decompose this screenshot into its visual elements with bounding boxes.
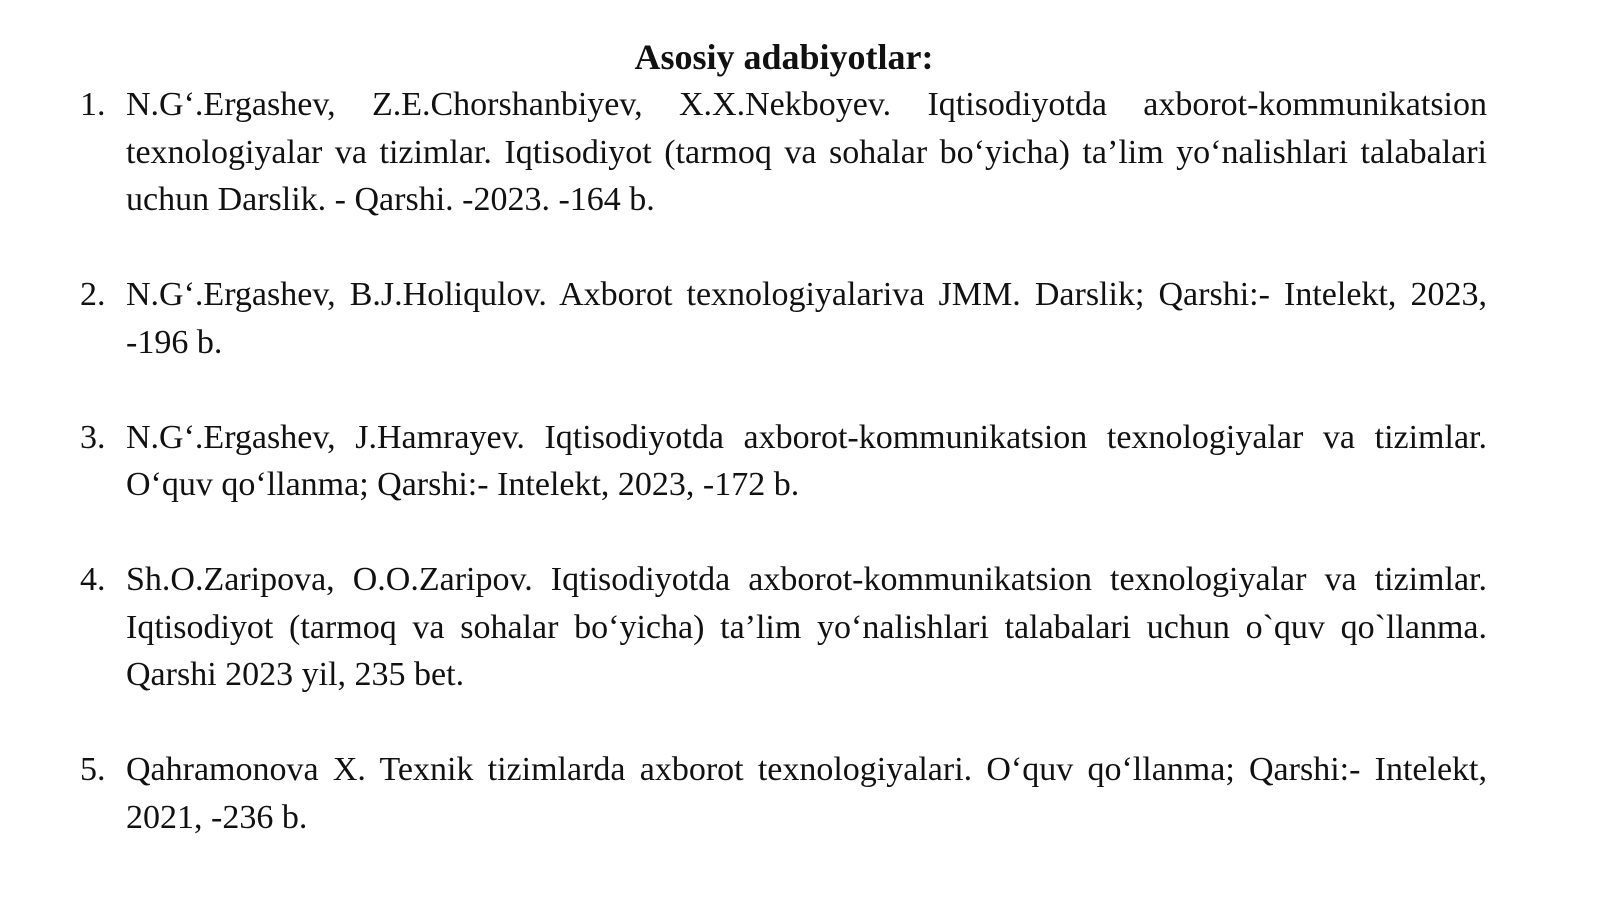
list-item-number: 5. (80, 751, 106, 788)
list-item (80, 271, 1487, 366)
list-item (80, 556, 1487, 699)
list-item (80, 414, 1487, 509)
list-item-text: N.G‘.Ergashev, B.J.Holiqulov. Axborot texnologiyalariva JMM. Darslik; Qarshi:- Intelekt, 2023, -196 b. (126, 276, 1487, 361)
list-item-text: Sh.O.Zaripova, O.O.Zaripov. Iqtisodiyotda axborot-kommunikatsion texnologiyalar va tizimlar. Iqtisodiyot (tarmoq va sohalar bo‘yicha) ta’lim yo‘nalishlari talabalari uchun o`quv qo`llanma. Qarshi 2023 yil, 235 bet. (126, 561, 1487, 693)
list-item-text: N.G‘.Ergashev, Z.E.Chorshanbiyev, X.X.Nekboyev. Iqtisodiyotda axborot-kommunikatsion texnologiyalar va tizimlar. Iqtisodiyot (tarmoq va sohalar bo‘yicha) ta’lim yo‘nalishlari talabalari uchun Darslik. - Qarshi. -2023. -164 b. (126, 86, 1487, 218)
reference-list (80, 81, 1487, 841)
page-title: Asosiy adabiyotlar: (634, 37, 934, 77)
list-item-number: 4. (80, 561, 106, 598)
list-item-number: 1. (80, 86, 106, 123)
list-item (80, 81, 1487, 224)
list-item-text: Qahramonova X. Texnik tizimlarda axborot texnologiyalari. O‘quv qo‘llanma; Qarshi:- Intelekt, 2021, -236 b. (126, 751, 1487, 836)
list-item-number: 2. (80, 276, 106, 313)
list-item (80, 746, 1487, 841)
list-item-text: N.G‘.Ergashev, J.Hamrayev. Iqtisodiyotda axborot-kommunikatsion texnologiyalar va tizimlar. O‘quv qo‘llanma; Qarshi:- Intelekt, 2023, -172 b. (126, 418, 1487, 503)
list-item-number: 3. (80, 418, 106, 456)
